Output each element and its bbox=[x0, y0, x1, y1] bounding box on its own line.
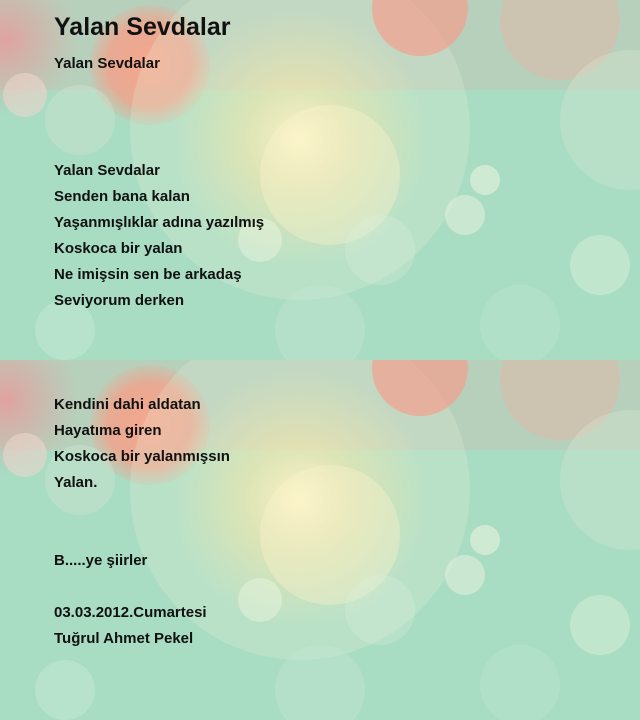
poem-line: Seviyorum derken bbox=[54, 292, 185, 309]
poem-body bbox=[54, 158, 264, 652]
page-title: Yalan Sevdalar bbox=[54, 13, 231, 41]
poem-line bbox=[54, 340, 264, 366]
poem-line: Yaşanmışlıklar adına yazılmış bbox=[54, 214, 265, 231]
poem-line: Kendini dahi aldatan bbox=[54, 396, 201, 413]
poem-line: Koskoca bir yalanmışsın bbox=[54, 448, 230, 465]
poem-line: Hayatıma giren bbox=[54, 422, 162, 439]
poem-date: 03.03.2012.Cumartesi bbox=[54, 604, 207, 621]
poem-line bbox=[54, 314, 264, 340]
poem-line bbox=[54, 574, 264, 600]
poem-line bbox=[54, 522, 264, 548]
poem-line: Senden bana kalan bbox=[54, 188, 190, 205]
poem-line: Yalan Sevdalar bbox=[54, 162, 160, 179]
poem-author: Tuğrul Ahmet Pekel bbox=[54, 630, 194, 647]
poem-line: B.....ye şiirler bbox=[54, 552, 148, 569]
poem-line: Ne imişsin sen be arkadaş bbox=[54, 266, 242, 283]
page-subtitle: Yalan Sevdalar bbox=[54, 55, 160, 72]
poem-line bbox=[54, 366, 264, 392]
poem-line: Yalan. bbox=[54, 474, 98, 491]
poem-line: Koskoca bir yalan bbox=[54, 240, 183, 257]
poem-line bbox=[54, 496, 264, 522]
